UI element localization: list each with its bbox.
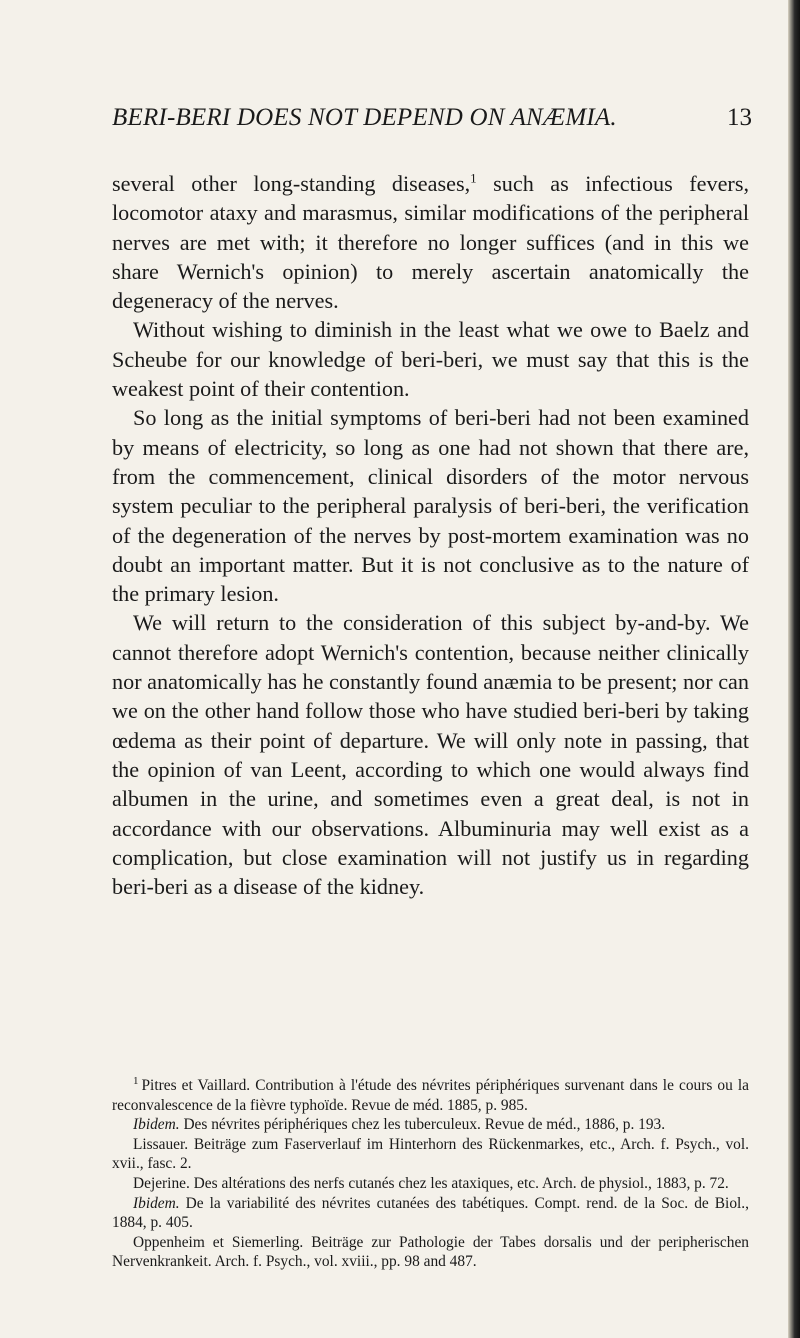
footnote-5-ibidem: Ibidem. [133,1194,180,1212]
paragraph-1-start: several other long-standing diseases, [112,171,471,196]
page-edge-shadow [788,0,800,1338]
footnote-5-text: De la variabilité des névrites cutanées des tabétiques. Compt. rend. de la Soc. de Biol., 1884, p. 405. [112,1194,749,1232]
footnote-2-text: Des névrites périphériques chez les tuberculeux. Revue de méd., 1886, p. 193. [179,1116,666,1134]
footnote-2-ibidem: Ibidem. [133,1116,180,1134]
footnote-3: Lissauer. Beiträge zum Faserverlauf im Hinterhorn des Rückenmarkes, etc., Arch. f. Psych., vol. xvii., fasc. 2. [112,1135,749,1173]
footnote-5 [112,1194,749,1233]
footnote-1-text: Pitres et Vaillard. Contribution à l'étude des névrites périphériques survenant dans le cours ou la reconvalescence de la fièvre typhoïde. Revue de méd. 1885, p. 985. [112,1077,749,1114]
paragraph-1 [112,169,749,315]
page-number: 13 [727,104,752,131]
footnote-2 [112,1115,749,1135]
body-text [112,169,749,901]
footnote-4: Dejerine. Des altérations des nerfs cutanés chez les ataxiques, etc. Arch. de physiol., 1883, p. 72. [133,1174,729,1192]
footnote-mark: 1 [133,1074,139,1087]
footnote-reference: 1 [470,170,477,186]
footnotes [112,1076,749,1272]
running-head: BERI-BERI DOES NOT DEPEND ON ANÆMIA. [112,104,617,131]
page-header [112,104,752,144]
footnote-6: Oppenheim et Siemerling. Beiträge zur Pathologie der Tabes dorsalis und der peripherischen Nervenkrankeit. Arch. f. Psych., vol. xviii., pp. 98 and 487. [112,1233,749,1271]
paragraph-2: Without wishing to diminish in the least what we owe to Baelz and Scheube for our knowledge of beri-beri, we must say that this is the weakest point of their contention. [112,317,749,402]
paragraph-4: We will return to the consideration of this subject by-and-by. We cannot therefore adopt Wernich's contention, because neither clinically nor anatomically has he constantly found anæmia to be present; nor can we on the other hand follow those who have studied beri-beri by taking œdema as their point of departure. We will only note in passing, that the opinion of van Leent, according to which one would always find albumen in the urine, and sometimes even a great deal, is not in accordance with our observations. Albuminuria may well exist as a complication, but close examination will not justify us in regarding beri-beri as a disease of the kidney. [112,610,749,900]
paragraph-3: So long as the initial symptoms of beri-beri had not been examined by means of electricity, so long as one had not shown that there are, from the commencement, clinical disorders of the motor nervous system peculiar to the peripheral paralysis of beri-beri, the verification of the degeneration of the nerves by post-mortem examination was no doubt an important matter. But it is not conclusive as to the nature of the primary lesion. [112,405,749,607]
footnote-1 [112,1076,749,1115]
paragraph-1-rest: such as infectious fevers, locomotor ataxy and marasmus, similar modifications of the peripheral nerves are met with; it therefore no longer suffices (and in this we share Wernich's opinion) to merely ascertain anatomically the degeneracy of the nerves. [112,171,749,314]
